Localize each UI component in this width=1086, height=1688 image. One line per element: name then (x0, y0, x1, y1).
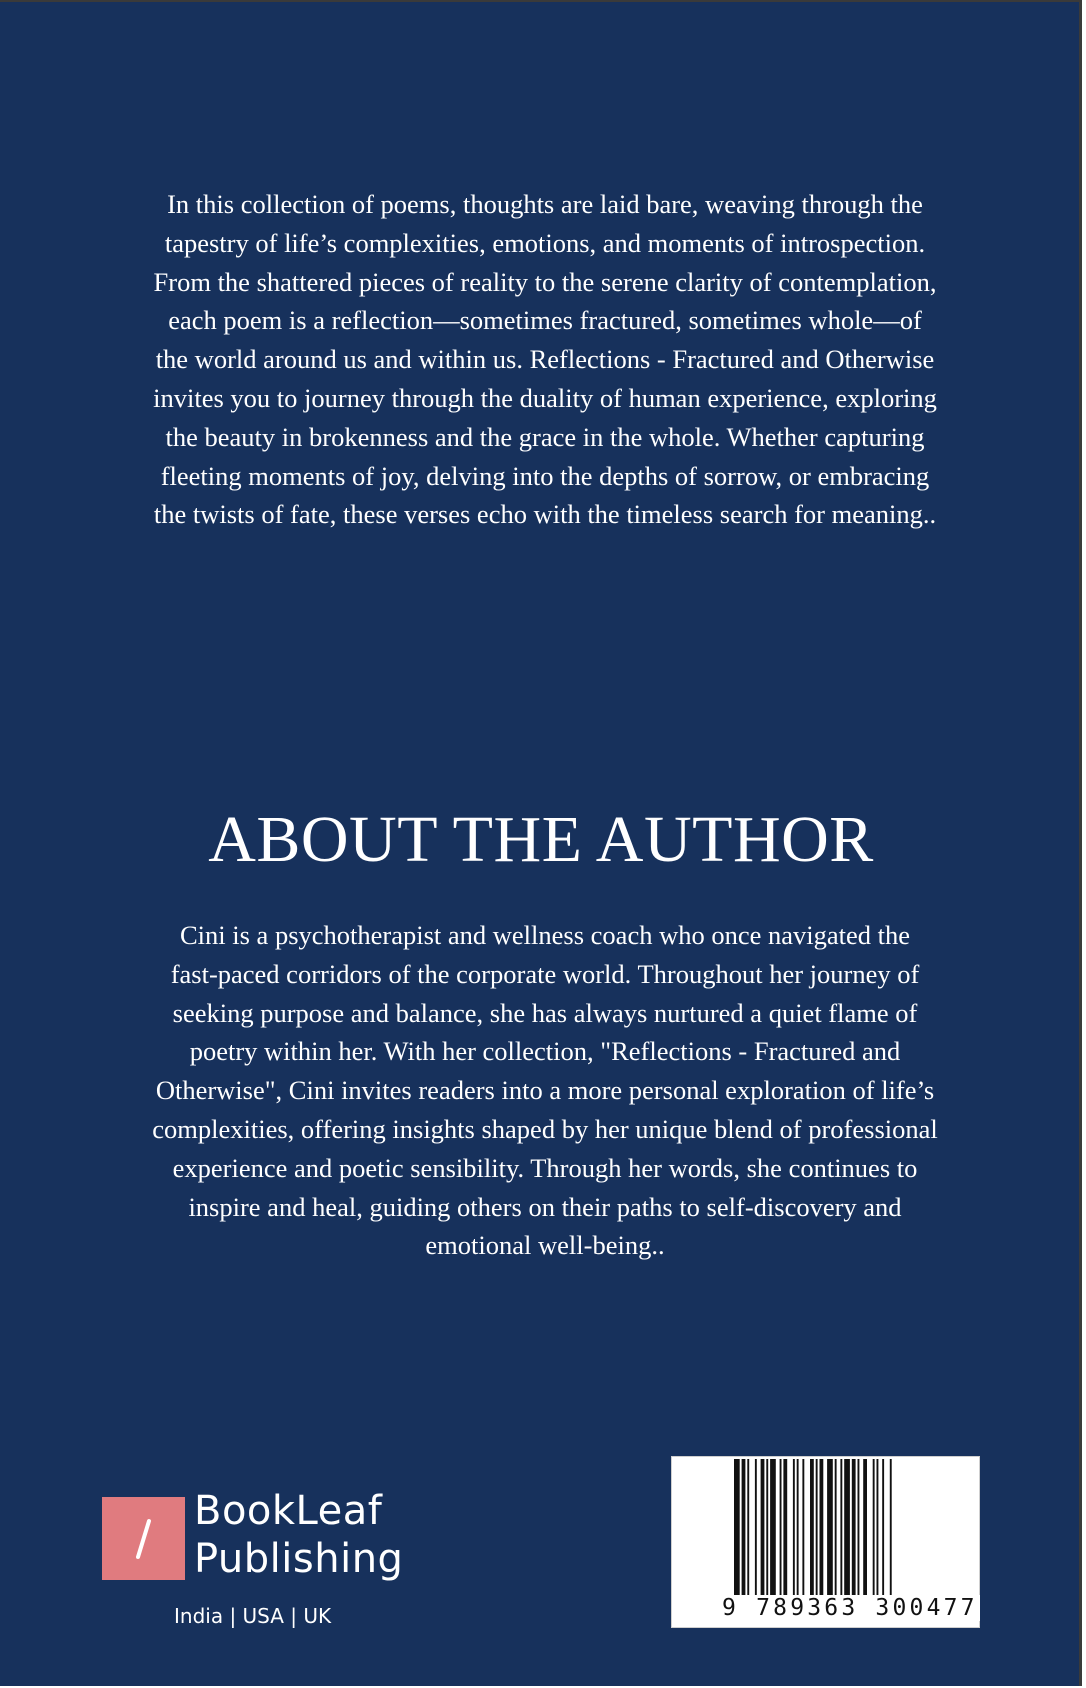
barcode-bar (783, 1459, 787, 1595)
barcode-bar (882, 1459, 884, 1595)
bio-line: complexities, offering insights shaped by her unique blend of professional (152, 1113, 938, 1144)
barcode-bar (797, 1459, 799, 1595)
publisher-logo (102, 1488, 422, 1628)
bio-line: seeking purpose and balance, she has always nurtured a quiet flame of (172, 997, 918, 1028)
blurb-line: In this collection of poems, thoughts are laid bare, weaving through the (167, 189, 923, 219)
barcode-bar (877, 1459, 879, 1595)
slash-icon (102, 1497, 185, 1580)
barcode-bar (761, 1459, 765, 1595)
blurb-line: the twists of fate, these verses echo with the timeless search for meaning.. (153, 499, 937, 530)
barcode-bar (835, 1459, 837, 1595)
barcode-bar (747, 1459, 749, 1595)
isbn-barcode (671, 1456, 980, 1628)
barcode-bar (742, 1459, 746, 1595)
bio-line: Cini is a psychotherapist and wellness coach who once navigated the (179, 920, 911, 950)
blurb-line: tapestry of life’s complexities, emotions, and moments of introspection. (164, 227, 926, 258)
barcode-bar (873, 1459, 875, 1595)
bio-line: emotional well-being.. (425, 1230, 665, 1261)
blurb-line: invites you to journey through the duality of human experience, exploring (153, 382, 937, 413)
author-bio (95, 916, 995, 1265)
barcode-bar (820, 1459, 824, 1595)
barcode-bar (810, 1459, 814, 1595)
barcode-bar (827, 1459, 833, 1595)
blurb-line: From the shattered pieces of reality to the serene clarity of contemplation, (153, 266, 937, 297)
barcode-bar (844, 1459, 850, 1609)
publisher-name (194, 1487, 403, 1583)
blurb-line: fleeting moments of joy, delving into the depths of sorrow, or embracing (160, 460, 930, 491)
barcode-bar (766, 1459, 768, 1595)
about-author-heading: ABOUT THE AUTHOR (208, 803, 874, 876)
barcode-bar (802, 1459, 804, 1595)
book-blurb (95, 185, 995, 534)
blurb-line: the beauty in brokenness and the grace in the whole. Whether capturing (165, 421, 925, 452)
barcode-bar (770, 1459, 776, 1595)
bio-line: poetry within her. With her collection, "Reflections - Fractured and (189, 1036, 901, 1067)
barcode-bar (840, 1459, 842, 1595)
barcode-bar (890, 1459, 892, 1595)
barcode-bar (793, 1459, 795, 1609)
isbn-number: 9 789363 300477 (722, 1595, 978, 1621)
blurb-line: each poem is a reflection—sometimes fractured, sometimes whole—of (168, 305, 922, 336)
barcode-bar (816, 1459, 818, 1595)
publisher-name-line1: BookLeaf (194, 1488, 383, 1534)
publisher-name-line2: Publishing (194, 1536, 404, 1582)
bio-line: experience and poetic sensibility. Through her words, she continues to (172, 1152, 918, 1183)
bio-line: fast-paced corridors of the corporate world. Throughout her journey of (170, 958, 920, 989)
barcode-bar (734, 1459, 740, 1609)
barcode-bar (852, 1459, 856, 1595)
bio-line: Otherwise", Cini invites readers into a more personal exploration of life’s (155, 1075, 935, 1106)
publisher-regions: India | USA | UK (174, 1604, 332, 1628)
bio-line: inspire and heal, guiding others on their paths to self-discovery and (188, 1191, 902, 1222)
barcode-bar (780, 1459, 782, 1595)
barcode-bar (858, 1459, 860, 1595)
blurb-line: the world around us and within us. Reflections - Fractured and Otherwise (155, 344, 935, 375)
barcode-bar (755, 1459, 757, 1595)
barcode-bar (863, 1459, 867, 1595)
